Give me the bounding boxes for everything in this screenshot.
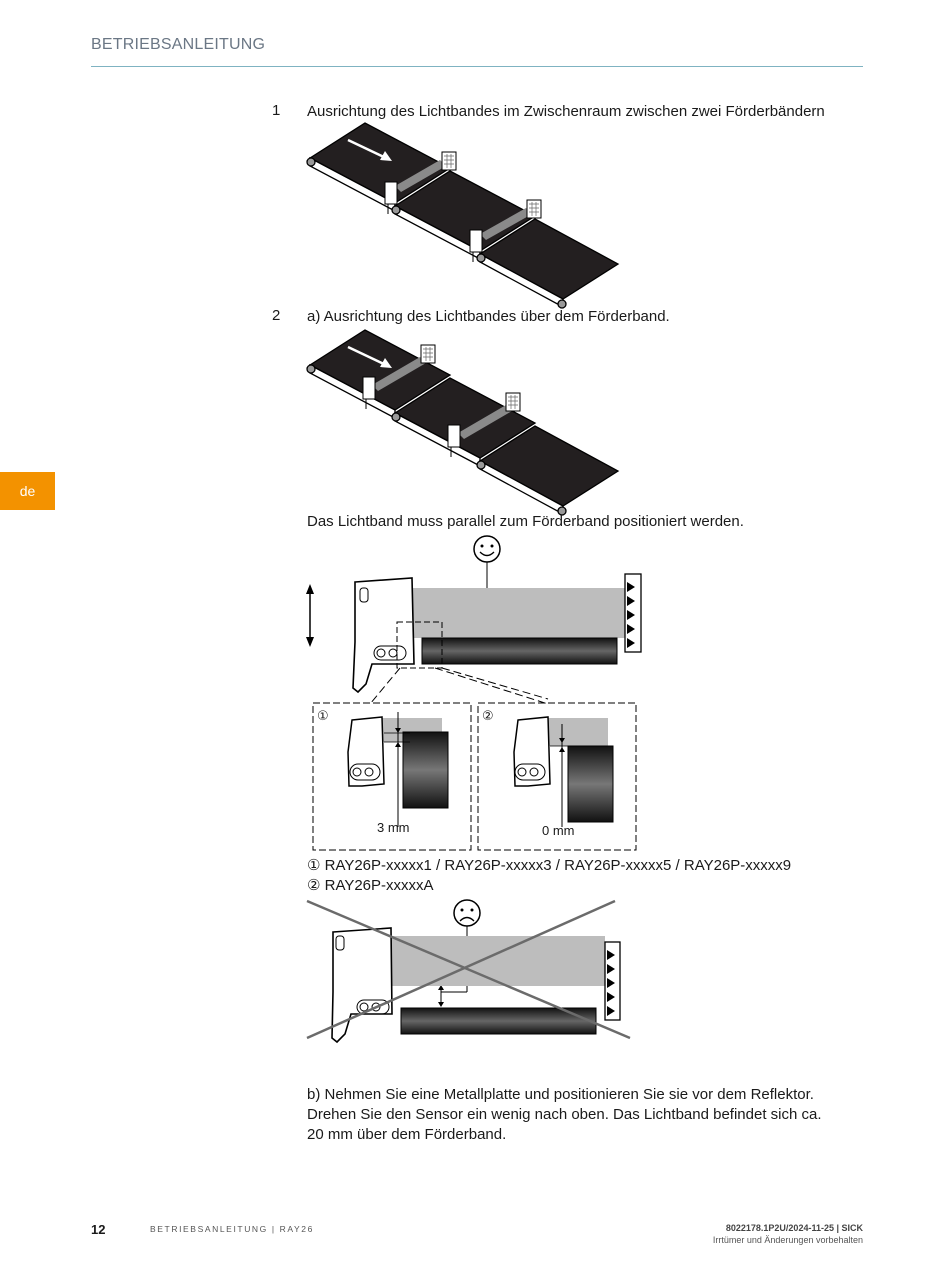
header-title: BETRIEBSANLEITUNG xyxy=(91,36,266,53)
measure-3mm: 3 mm xyxy=(377,820,410,835)
measure-0mm: 0 mm xyxy=(542,823,575,838)
footer-ref: 8022178.1P2U/2024-11-25 | SICK xyxy=(725,1223,863,1233)
step-b-line-2: Drehen Sie den Sensor ein wenig nach oben. Das Lichtband befindet sich ca. xyxy=(307,1106,822,1123)
correct-alignment-diagram xyxy=(300,534,650,694)
variant-line-1: ① RAY26P-xxxxx1 / RAY26P-xxxxx3 / RAY26P-xxxxx5 / RAY26P-xxxxx9 xyxy=(307,857,792,874)
footer-doc-title: BETRIEBSANLEITUNG | RAY26 xyxy=(150,1224,314,1234)
step-b-line-3: 20 mm über dem Förderband. xyxy=(307,1126,507,1143)
footer-note: Irrtümer und Änderungen vorbehalten xyxy=(712,1235,863,1245)
step-number-1: 1 xyxy=(272,102,281,119)
page-number: 12 xyxy=(91,1222,106,1237)
conveyor-gap-illustration xyxy=(300,118,630,308)
step-text-1: Ausrichtung des Lichtbandes im Zwischenraum zwischen zwei Förderbändern xyxy=(307,103,825,120)
step-number-2: 2 xyxy=(272,307,281,324)
step-b-line-1: b) Nehmen Sie eine Metallplatte und positionieren Sie sie vor dem Reflektor. xyxy=(307,1086,814,1103)
header-rule xyxy=(91,66,863,67)
footer-right xyxy=(713,1222,863,1246)
wrong-alignment-diagram xyxy=(305,898,635,1048)
parallel-note: Das Lichtband muss parallel zum Förderband positioniert werden. xyxy=(307,513,744,530)
step-text-2: a) Ausrichtung des Lichtbandes über dem Förderband. xyxy=(307,308,670,325)
variant-line-2: ② RAY26P-xxxxxA xyxy=(307,877,434,894)
detail-views xyxy=(312,702,642,852)
detail-badge-2: ② xyxy=(482,708,494,723)
conveyor-over-belt-illustration xyxy=(300,325,630,515)
detail-badge-1: ① xyxy=(317,708,329,723)
language-tab[interactable]: de xyxy=(0,472,55,510)
